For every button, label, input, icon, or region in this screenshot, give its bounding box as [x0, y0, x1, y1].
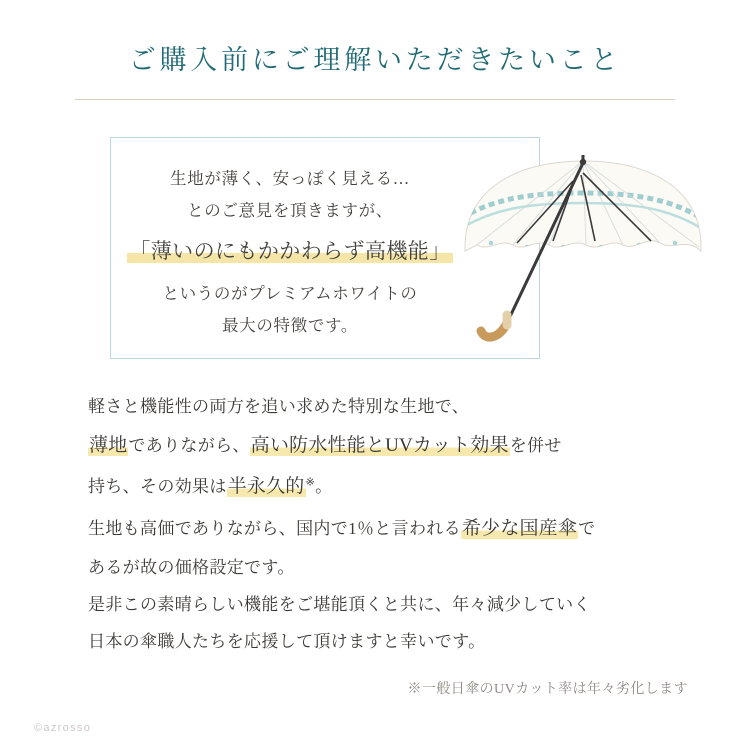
callout-line-5: 最大の特徴です。 — [222, 316, 358, 336]
callout-line-2: とのご意見を頂きますが、 — [187, 201, 393, 221]
callout-line-4: というのがプレミアムホワイトの — [162, 284, 418, 304]
body-line-6: 是非この素晴らしい機能をご堪能頂くと共に、年々減少していく — [88, 595, 591, 615]
brand-watermark: ©azrosso — [34, 722, 92, 734]
header-divider — [75, 99, 675, 100]
callout-text-block — [110, 137, 470, 359]
body-line-3 — [88, 466, 668, 507]
body-line-3-end: 。 — [315, 477, 333, 497]
body-line-2-mid: でありながら、 — [128, 436, 250, 456]
emphasis-thin-fabric: 薄地 — [89, 435, 128, 457]
callout-quote-highlight: 「薄いのにもかかわらず高機能」 — [129, 239, 451, 264]
emphasis-domestic-umbrella: 希少な国産傘 — [461, 517, 578, 539]
emphasis-waterproof-uv: 高い防水性能とUVカット効果 — [250, 435, 509, 457]
body-line-2 — [88, 425, 668, 466]
callout-quote-line — [110, 231, 470, 272]
asterisk-mark: ※ — [305, 476, 316, 489]
body-line-7: 日本の傘職人たちを応援して頂けますと幸いです。 — [88, 632, 486, 652]
body-line-5: あるが故の価格設定です。 — [88, 558, 295, 578]
body-line-4 — [88, 508, 668, 549]
page-title: ご購入前にご理解いただきたいこと — [128, 45, 622, 75]
body-line-4-end: で — [578, 518, 596, 538]
page-header — [0, 38, 750, 77]
callout-line-1: 生地が薄く、安っぽく見える… — [170, 169, 410, 188]
body-line-4-start: 生地も高価でありながら、国内で1％と言われる — [88, 518, 461, 538]
body-copy — [88, 388, 668, 660]
footnote-text: ※一般日傘のUVカット率は年々劣化します — [407, 682, 688, 697]
body-line-3-start: 持ち、その効果は — [88, 477, 227, 497]
emphasis-semi-permanent: 半永久的 — [227, 476, 305, 498]
umbrella-illustration — [455, 155, 705, 355]
body-line-2-end: を併せ — [509, 436, 562, 456]
body-line-1: 軽さと機能性の両方を追い求めた特別な生地で、 — [88, 397, 470, 416]
